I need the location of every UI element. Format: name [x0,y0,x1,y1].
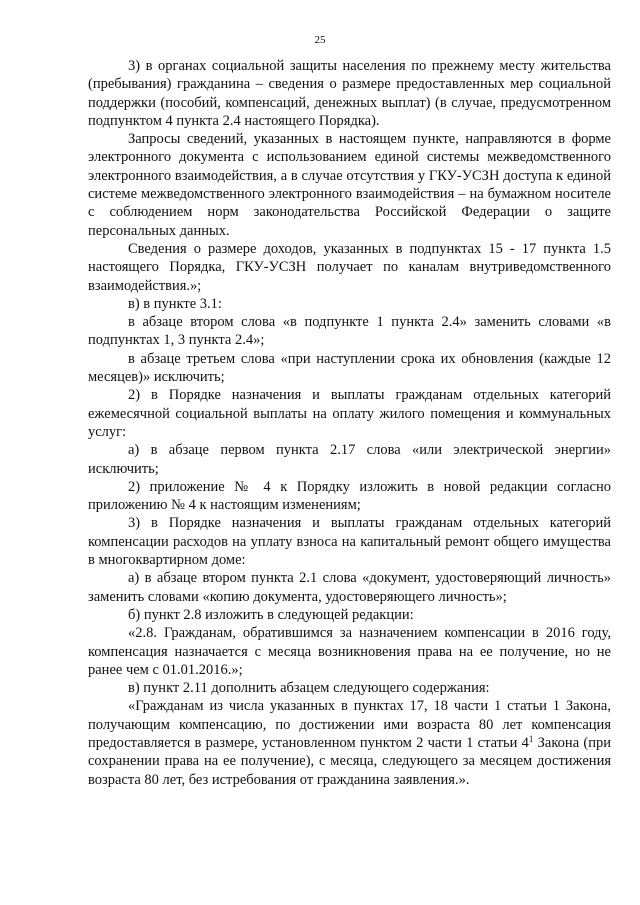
paragraph: «2.8. Гражданам, обратившимся за назначением компенсации в 2016 году, компенсация назначается с месяца возникновения права на ее получение, но не ранее чем с 01.01.2016.»; [88,625,611,678]
text-run: «Гражданам из числа указанных в пунктах 17, 18 части 1 статьи 1 Закона, получающим компенсацию, по достижении ими возраста 80 лет компенсация предоставляется в размере, установленном пунктом 2 части 1 статьи 4 [88,698,611,751]
document-body [88,57,611,789]
paragraph: Запросы сведений, указанных в настоящем пункте, направляются в форме электронного документа с использованием единой системы межведомственного электронного взаимодействия, а в случае отсутствия у ГКУ-УСЗН доступа к единой системе межведомственного электронного взаимодействия – на бумажном носителе с соблюдением норм законодательства Российской Федерации о защите персональных данных. [88,131,611,239]
paragraph: б) пункт 2.8 изложить в следующей редакции: [128,606,414,623]
paragraph: в абзаце третьем слова «при наступлении срока их обновления (каждые 12 месяцев)» исключить; [88,350,611,386]
paragraph: в) пункт 2.11 дополнить абзацем следующего содержания: [128,680,490,697]
paragraph: в абзаце втором слова «в подпункте 1 пункта 2.4» заменить словами «в подпунктах 1, 3 пункта 2.4»; [88,314,611,349]
paragraph: а) в абзаце втором пункта 2.1 слова «документ, удостоверяющий личность» заменить словами «копию документа, удостоверяющего личность»; [88,570,611,605]
paragraph: 3) в органах социальной защиты населения по прежнему месту жительства (пребывания) гражданина – сведения о размере предоставленных мер социальной поддержки (пособий, компенсаций, денежных выплат) (в случае, предусмотренном подпунктом 4 пункта 2.4 настоящего Порядка). [88,58,611,129]
paragraph: 2) в Порядке назначения и выплаты гражданам отдельных категорий ежемесячной социальной выплаты на оплату жилого помещения и коммунальных услуг: [88,387,611,440]
paragraph: в) в пункте 3.1: [128,295,222,312]
text-run: Закона (при сохранении права на ее получение), с месяца, следующего за месяцем достижения возраста 80 лет, без истребования от гражданина заявления.». [88,734,611,788]
paragraph: а) в абзаце первом пункта 2.17 слова «или электрической энергии» исключить; [88,442,611,477]
paragraph-final [88,697,611,788]
paragraph: Сведения о размере доходов, указанных в подпунктах 15 - 17 пункта 1.5 настоящего Порядка, ГКУ-УСЗН получает по каналам внутриведомственного взаимодействия.»; [88,240,611,294]
page-number: 25 [314,34,326,46]
superscript: 1 [528,733,534,744]
paragraph: 3) в Порядке назначения и выплаты гражданам отдельных категорий компенсации расходов на уплату взноса на капитальный ремонт общего имущества в многоквартирном доме: [88,515,611,569]
paragraph: 2) приложение № 4 к Порядку изложить в новой редакции согласно приложению № 4 к настоящим изменениям; [88,478,611,514]
